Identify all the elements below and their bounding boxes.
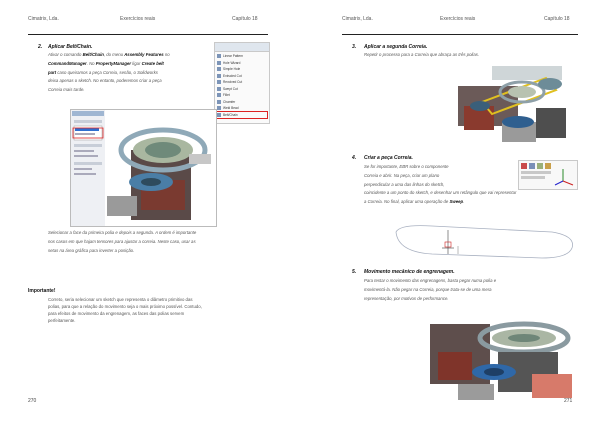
two-belts-assembly-svg (452, 62, 576, 150)
header-section: Exercícios reais (440, 16, 476, 22)
two-belts-assembly-image (452, 62, 576, 150)
header-section: Exercícios reais (120, 16, 156, 22)
important-title: Importante! (28, 288, 56, 294)
menu-item-icon (217, 106, 221, 110)
menu-item-label: Weld Bead (223, 106, 239, 110)
header-rule (28, 34, 268, 35)
step-5-number: 5. (352, 269, 357, 275)
menu-item-label: Fillet (223, 93, 230, 97)
step-5-text: Para testar o movimento das engrenagens, basta pegar numa polia e movimentá-la. Não pegar na Correia, porque trata-se de uma mera representação, por motivos de performance. (364, 278, 497, 301)
step-2-number: 2. (38, 44, 43, 50)
menu-item-label: Chamfer (223, 99, 236, 104)
assembly-features-menu-image (214, 42, 270, 124)
menu-item-icon (217, 100, 221, 104)
header-company: Cimatrix, Lda. (28, 16, 59, 22)
pulley-assembly-image (71, 110, 216, 226)
step-4-title: Criar a peça Correia. (364, 155, 413, 161)
menu-toolbar (215, 43, 269, 52)
menu-item-label: Swept Cut (223, 86, 238, 91)
menu-item[interactable] (217, 112, 267, 119)
menu-item-label: Simple Hole (223, 67, 241, 71)
menu-item-icon (217, 113, 221, 117)
menu-item-label: Extruded Cut (223, 73, 242, 78)
step-5-title: Movimento mecânico de engrenagem. (364, 269, 455, 275)
menu-item-icon (217, 54, 221, 58)
menu-item-icon (217, 87, 221, 91)
menu-item-label: Linear Pattern (223, 54, 244, 58)
step-2-note: Selecionar a face da primeira polia e depois a segunda. A ordem é importante nos casos em que hajam tensores para ajustar a correia. Neste caso, usar as setas na área gráfica para inverter a posição. (48, 230, 197, 253)
right-page (300, 0, 600, 424)
header-chapter: Capítulo 18 (232, 16, 258, 22)
header-chapter: Capítulo 18 (544, 16, 570, 22)
sketch-toolbar-thumbnail (518, 160, 578, 190)
menu-item-label: Hole Wizard (223, 60, 241, 65)
menu-item-icon (217, 80, 221, 84)
step-3-title: Aplicar a segunda Correia. (364, 44, 428, 50)
menu-item-label: Revolved Cut (223, 80, 243, 84)
step-4-number: 4. (352, 155, 357, 161)
menu-item-icon (217, 67, 221, 71)
menu-list (215, 52, 269, 119)
sketch-toolbar-svg (519, 161, 577, 189)
gear-motion-assembly-svg (428, 312, 580, 404)
header-company: Cimatrix, Lda. (342, 16, 373, 22)
step-2-title: Aplicar Belt/Chain. (48, 44, 93, 50)
header-rule (342, 34, 578, 35)
belt-chain-screenshot (70, 109, 217, 227)
important-text: Correto, seria selecionar um sketch que representa o diâmetro primitivo das polias, para que a relação do movimento seja o mais próximo possível. Contudo, para efeitos de movimento da engrenagem, as faces das polias servem perfeitamente. (48, 297, 202, 323)
menu-item-icon (217, 61, 221, 65)
step-3-number: 3. (352, 44, 357, 50)
menu-item-label: Belt/Chain (223, 112, 238, 117)
menu-item-icon (217, 93, 221, 97)
belt-sketch-image (392, 218, 584, 266)
page-number-right: 271 (564, 398, 573, 404)
menu-item-icon (217, 74, 221, 78)
gear-motion-assembly-image (428, 312, 580, 404)
step-2-instructions: Ativar o comando Belt/Chain, do menu Assembly Features no CommandManager. No PropertyManager ligar Create belt part caso queiramos a peça Correia, senão, o Solidworks deixa apenas o sketch. No entanto, poderemos criar a peça Correia mais tarde. (48, 52, 170, 93)
step-3-text: Repetir o processo para a Correia que abraça as três polias. (364, 52, 480, 57)
page-number-left: 270 (28, 398, 37, 404)
step-4-text: Se for importante, EBR sobre o componente Correia e abrir. Na peça, criar um plano perpendicular a uma das linhas do sketch, coincidente a um ponto do sketch, e desenhar um retângulo que vai representar a Correia. No final, aplicar uma operação de Sweep. (364, 164, 517, 205)
